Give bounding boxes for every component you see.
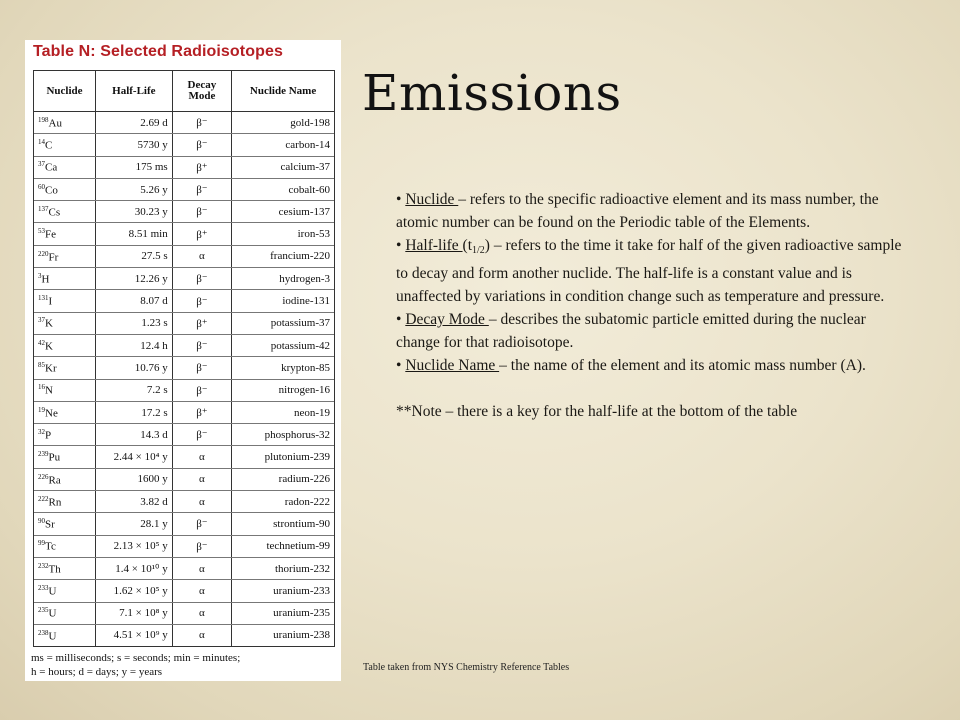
- cell-half-life: 12.26 y: [96, 268, 173, 290]
- element-symbol: N: [45, 385, 53, 398]
- element-symbol: Sr: [45, 518, 55, 531]
- element-symbol: Ca: [45, 162, 58, 175]
- cell-nuclide: [34, 178, 96, 200]
- element-symbol: Ne: [45, 407, 58, 420]
- cell-nuclide: [34, 201, 96, 223]
- cell-nuclide-name: uranium-235: [232, 602, 334, 624]
- cell-half-life: 4.51 × 10⁹ y: [96, 624, 173, 646]
- element-symbol: Kr: [45, 362, 57, 375]
- cell-nuclide-name: thorium-232: [232, 557, 334, 579]
- cell-nuclide-name: strontium-90: [232, 513, 334, 535]
- cell-half-life: 27.5 s: [96, 245, 173, 267]
- term-half-life: Half-life: [405, 237, 463, 254]
- table-body: [34, 112, 334, 647]
- element-symbol: Fr: [48, 251, 59, 264]
- cell-nuclide-name: technetium-99: [232, 535, 334, 557]
- bullet-nuclide: [396, 188, 906, 234]
- cell-nuclide: [34, 468, 96, 490]
- bullet-decay-mode: [396, 308, 906, 354]
- cell-half-life: 8.51 min: [96, 223, 173, 245]
- cell-nuclide: [34, 535, 96, 557]
- mass-number: 222: [38, 494, 49, 503]
- cell-nuclide: [34, 557, 96, 579]
- half-life-symbol-open: (t: [462, 237, 473, 254]
- element-symbol: Ra: [48, 474, 61, 487]
- cell-nuclide: [34, 134, 96, 156]
- element-symbol: Fe: [45, 228, 56, 241]
- mass-number: 85: [38, 361, 45, 370]
- mass-number: 233: [38, 584, 49, 593]
- cell-half-life: 8.07 d: [96, 290, 173, 312]
- cell-half-life: 5730 y: [96, 134, 173, 156]
- slide-title: Emissions: [362, 64, 622, 122]
- bullet-nuclide-name: [396, 354, 906, 377]
- bullet-half-life: [396, 234, 906, 308]
- mass-number: 131: [38, 294, 49, 303]
- cell-half-life: 14.3 d: [96, 424, 173, 446]
- table-row: [34, 112, 334, 134]
- term-nuclide-name: Nuclide Name: [405, 357, 500, 374]
- cell-nuclide: [34, 602, 96, 624]
- cell-decay-mode: α: [172, 245, 231, 267]
- cell-decay-mode: β⁻: [172, 201, 231, 223]
- definition-nuclide: – refers to the specific radioactive element and its mass number, the atomic number can be found on the Periodic table of the Elements.: [396, 191, 879, 231]
- cell-half-life: 1.23 s: [96, 312, 173, 334]
- term-decay-mode: Decay Mode: [405, 311, 489, 328]
- cell-decay-mode: α: [172, 468, 231, 490]
- element-symbol: Cs: [48, 206, 61, 219]
- element-symbol: K: [45, 340, 53, 353]
- table-row: [34, 245, 334, 267]
- table-header-row: [34, 71, 334, 112]
- cell-nuclide: [34, 379, 96, 401]
- cell-decay-mode: α: [172, 580, 231, 602]
- col-header-nuclide: Nuclide: [34, 71, 96, 112]
- cell-nuclide: [34, 334, 96, 356]
- cell-nuclide-name: plutonium-239: [232, 446, 334, 468]
- cell-decay-mode: α: [172, 602, 231, 624]
- cell-nuclide-name: carbon-14: [232, 134, 334, 156]
- table-row: [34, 134, 334, 156]
- definition-half-life: – refers to the time it take for half of the given radioactive sample to decay and form another nuclide. The half-life is a constant value and is unaffected by variations in condition change such as temperature and pressure.: [396, 237, 902, 305]
- bullet-icon: •: [396, 191, 402, 208]
- cell-nuclide: [34, 401, 96, 423]
- body-text: [396, 188, 906, 423]
- element-symbol: Tc: [45, 541, 56, 554]
- half-life-subscript: 1/2: [472, 245, 485, 256]
- cell-decay-mode: β⁺: [172, 312, 231, 334]
- term-nuclide: Nuclide: [405, 191, 459, 208]
- cell-decay-mode: α: [172, 491, 231, 513]
- table-row: [34, 557, 334, 579]
- bullet-icon: •: [396, 357, 402, 374]
- element-symbol: P: [45, 429, 52, 442]
- table-row: [34, 468, 334, 490]
- table-row: [34, 290, 334, 312]
- table-row: [34, 491, 334, 513]
- cell-nuclide: [34, 312, 96, 334]
- mass-number: 37: [38, 316, 45, 325]
- cell-nuclide-name: krypton-85: [232, 357, 334, 379]
- cell-decay-mode: β⁺: [172, 223, 231, 245]
- table-row: [34, 580, 334, 602]
- element-symbol: U: [48, 630, 57, 643]
- mass-number: 14: [38, 138, 45, 147]
- cell-half-life: 1.4 × 10¹⁰ y: [96, 557, 173, 579]
- cell-nuclide-name: potassium-37: [232, 312, 334, 334]
- element-symbol: Co: [45, 184, 58, 197]
- cell-half-life: 5.26 y: [96, 178, 173, 200]
- cell-half-life: 3.82 d: [96, 491, 173, 513]
- cell-nuclide: [34, 156, 96, 178]
- mass-number: 226: [38, 472, 49, 481]
- table-box: [33, 70, 335, 647]
- mass-number: 19: [38, 405, 45, 414]
- table-row: [34, 357, 334, 379]
- cell-nuclide-name: gold-198: [232, 112, 334, 134]
- cell-nuclide-name: phosphorus-32: [232, 424, 334, 446]
- mass-number: 60: [38, 182, 45, 191]
- cell-nuclide-name: iodine-131: [232, 290, 334, 312]
- cell-decay-mode: β⁻: [172, 513, 231, 535]
- cell-nuclide-name: radium-226: [232, 468, 334, 490]
- half-life-key: [31, 651, 240, 679]
- cell-decay-mode: β⁻: [172, 424, 231, 446]
- definition-nuclide-name: – the name of the element and its atomic mass number (A).: [499, 357, 866, 374]
- cell-nuclide-name: francium-220: [232, 245, 334, 267]
- mass-number: 232: [38, 561, 49, 570]
- cell-nuclide-name: radon-222: [232, 491, 334, 513]
- bullet-icon: •: [396, 311, 402, 328]
- mass-number: 37: [38, 160, 45, 169]
- cell-half-life: 10.76 y: [96, 357, 173, 379]
- cell-half-life: 2.69 d: [96, 112, 173, 134]
- cell-nuclide: [34, 245, 96, 267]
- table-row: [34, 624, 334, 646]
- cell-nuclide: [34, 513, 96, 535]
- table-row: [34, 178, 334, 200]
- element-symbol: Th: [48, 563, 61, 576]
- half-life-symbol-close: ): [484, 237, 490, 254]
- element-symbol: I: [48, 295, 53, 308]
- table-row: [34, 424, 334, 446]
- cell-nuclide: [34, 624, 96, 646]
- table-heading: Table N: Selected Radioisotopes: [33, 43, 283, 60]
- mass-number: 42: [38, 338, 45, 347]
- note: **Note – there is a key for the half-life at the bottom of the table: [396, 403, 798, 420]
- cell-decay-mode: β⁻: [172, 290, 231, 312]
- cell-decay-mode: β⁻: [172, 379, 231, 401]
- mass-number: 198: [38, 115, 49, 124]
- cell-decay-mode: β⁻: [172, 268, 231, 290]
- col-header-decay-mode: Decay Mode: [172, 71, 231, 112]
- cell-nuclide: [34, 491, 96, 513]
- source-caption: Table taken from NYS Chemistry Reference Tables: [363, 662, 570, 673]
- table-row: [34, 268, 334, 290]
- element-symbol: Rn: [48, 496, 62, 509]
- mass-number: 32: [38, 427, 45, 436]
- table-row: [34, 312, 334, 334]
- mass-number: 3: [38, 271, 42, 280]
- cell-half-life: 1.62 × 10⁵ y: [96, 580, 173, 602]
- element-symbol: U: [48, 585, 57, 598]
- col-header-nuclide-name: Nuclide Name: [232, 71, 334, 112]
- cell-half-life: 17.2 s: [96, 401, 173, 423]
- table-row: [34, 379, 334, 401]
- cell-half-life: 7.2 s: [96, 379, 173, 401]
- cell-nuclide: [34, 290, 96, 312]
- mass-number: 90: [38, 517, 45, 526]
- radioisotopes-table: [34, 71, 334, 646]
- cell-decay-mode: β⁻: [172, 178, 231, 200]
- cell-nuclide: [34, 357, 96, 379]
- cell-decay-mode: β⁺: [172, 156, 231, 178]
- cell-half-life: 12.4 h: [96, 334, 173, 356]
- table-row: [34, 223, 334, 245]
- table-row: [34, 334, 334, 356]
- mass-number: 220: [38, 249, 49, 258]
- table-row: [34, 156, 334, 178]
- element-symbol: U: [48, 608, 57, 620]
- element-symbol: Pu: [48, 451, 61, 464]
- table-row: [34, 201, 334, 223]
- cell-nuclide-name: cesium-137: [232, 201, 334, 223]
- cell-decay-mode: β⁻: [172, 134, 231, 156]
- cell-decay-mode: β⁻: [172, 334, 231, 356]
- cell-half-life: 28.1 y: [96, 513, 173, 535]
- cell-decay-mode: α: [172, 624, 231, 646]
- cell-nuclide-name: iron-53: [232, 223, 334, 245]
- mass-number: 99: [38, 539, 45, 548]
- cell-half-life: 2.13 × 10⁵ y: [96, 535, 173, 557]
- cell-decay-mode: β⁻: [172, 112, 231, 134]
- cell-nuclide-name: uranium-238: [273, 629, 330, 642]
- cell-nuclide-name: hydrogen-3: [232, 268, 334, 290]
- cell-decay-mode: β⁺: [172, 401, 231, 423]
- cell-nuclide-name: cobalt-60: [232, 178, 334, 200]
- bullet-icon: •: [396, 237, 402, 254]
- cell-half-life: 1600 y: [96, 468, 173, 490]
- cell-nuclide: [34, 580, 96, 602]
- cell-half-life: 30.23 y: [96, 201, 173, 223]
- cell-half-life: 7.1 × 10⁸ y: [96, 602, 173, 624]
- element-symbol: H: [41, 273, 50, 286]
- cell-decay-mode: β⁻: [172, 535, 231, 557]
- element-symbol: Au: [48, 117, 62, 130]
- cell-decay-mode: α: [172, 446, 231, 468]
- cell-decay-mode: β⁻: [172, 357, 231, 379]
- definition-decay-mode: – describes the subatomic particle emitted during the nuclear change for that radioisotope.: [396, 311, 866, 351]
- table-row: [34, 446, 334, 468]
- mass-number: 235: [38, 606, 49, 615]
- cell-nuclide: [34, 112, 96, 134]
- cell-half-life: 175 ms: [96, 156, 173, 178]
- cell-nuclide-name: uranium-233: [232, 580, 334, 602]
- table-row: [34, 535, 334, 557]
- cell-nuclide-name: neon-19: [232, 401, 334, 423]
- cell-nuclide: [34, 268, 96, 290]
- table-row: [34, 513, 334, 535]
- mass-number: 16: [38, 383, 45, 392]
- cell-nuclide: [34, 446, 96, 468]
- cell-nuclide: [34, 424, 96, 446]
- table-row: [34, 401, 334, 423]
- element-symbol: C: [45, 139, 53, 152]
- cell-nuclide-name: calcium-37: [232, 156, 334, 178]
- mass-number: 238: [38, 628, 49, 637]
- mass-number: 53: [38, 227, 45, 236]
- cell-nuclide-name: nitrogen-16: [232, 379, 334, 401]
- mass-number: 137: [38, 205, 49, 213]
- cell-nuclide: [34, 223, 96, 245]
- mass-number: 239: [38, 450, 49, 459]
- element-symbol: K: [45, 318, 53, 331]
- key-line: ms = milliseconds; s = seconds; min = minutes;: [31, 652, 241, 664]
- table-row: [34, 602, 334, 624]
- cell-nuclide-name: potassium-42: [232, 334, 334, 356]
- key-line: h = hours; d = days; y = years: [31, 666, 163, 678]
- cell-decay-mode: α: [172, 557, 231, 579]
- cell-half-life: 2.44 × 10⁴ y: [96, 446, 173, 468]
- col-header-half-life: Half-Life: [96, 71, 173, 112]
- radioisotopes-table-image: [25, 40, 341, 681]
